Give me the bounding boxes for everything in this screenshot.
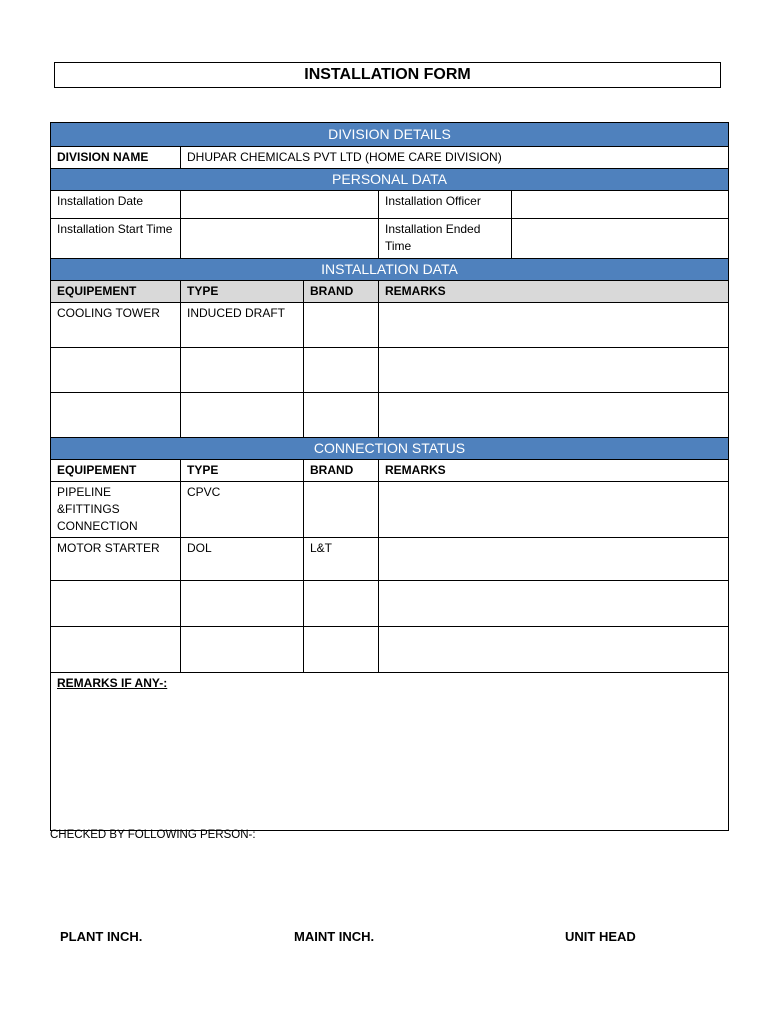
table-row bbox=[51, 348, 729, 393]
installation-date-label: Installation Date bbox=[51, 191, 181, 219]
remarks-row bbox=[51, 673, 729, 831]
installation-ended-time-label: Installation Ended Time bbox=[379, 219, 512, 259]
table-row bbox=[51, 538, 729, 581]
table-row bbox=[51, 303, 729, 348]
division-name-label: DIVISION NAME bbox=[51, 147, 181, 169]
installation-officer-label: Installation Officer bbox=[379, 191, 512, 219]
installation-data-header: INSTALLATION DATA bbox=[51, 259, 729, 281]
remarks-cell[interactable] bbox=[379, 393, 729, 438]
type-cell[interactable] bbox=[181, 348, 304, 393]
signature-maint-inch: MAINT INCH. bbox=[294, 929, 375, 944]
connection-column-header-row bbox=[51, 460, 729, 482]
installation-column-header-row bbox=[51, 281, 729, 303]
column-header-type: TYPE bbox=[181, 281, 304, 303]
personal-data-header-row bbox=[51, 169, 729, 191]
brand-cell[interactable] bbox=[304, 348, 379, 393]
column-header-brand: BRAND bbox=[304, 460, 379, 482]
checked-by-text: CHECKED BY FOLLOWING PERSON-: bbox=[50, 829, 256, 841]
type-cell[interactable] bbox=[181, 393, 304, 438]
column-header-brand: BRAND bbox=[304, 281, 379, 303]
personal-data-header: PERSONAL DATA bbox=[51, 169, 729, 191]
remarks-cell[interactable] bbox=[379, 627, 729, 673]
column-header-remarks: REMARKS bbox=[379, 281, 729, 303]
brand-cell[interactable] bbox=[304, 393, 379, 438]
column-header-equipement: EQUIPEMENT bbox=[51, 460, 181, 482]
remarks-label: REMARKS IF ANY-: bbox=[57, 676, 168, 690]
equipement-cell[interactable] bbox=[51, 393, 181, 438]
remarks-cell[interactable] bbox=[379, 348, 729, 393]
type-cell[interactable]: DOL bbox=[181, 538, 304, 581]
type-cell[interactable]: CPVC bbox=[181, 482, 304, 538]
signature-plant-inch: PLANT INCH. bbox=[60, 929, 143, 944]
column-header-type: TYPE bbox=[181, 460, 304, 482]
table-row bbox=[51, 627, 729, 673]
installation-form-table bbox=[50, 122, 729, 831]
type-cell[interactable] bbox=[181, 581, 304, 627]
installation-start-time-field[interactable] bbox=[181, 219, 379, 259]
equipement-cell[interactable] bbox=[51, 581, 181, 627]
division-details-header-row bbox=[51, 123, 729, 147]
installation-time-row bbox=[51, 219, 729, 259]
connection-status-header-row bbox=[51, 438, 729, 460]
form-title: INSTALLATION FORM bbox=[54, 62, 721, 88]
brand-cell[interactable] bbox=[304, 482, 379, 538]
remarks-cell[interactable] bbox=[379, 303, 729, 348]
signature-unit-head: UNIT HEAD bbox=[565, 929, 636, 944]
installation-date-row bbox=[51, 191, 729, 219]
table-row bbox=[51, 393, 729, 438]
equipement-cell[interactable] bbox=[51, 348, 181, 393]
remarks-cell[interactable] bbox=[379, 482, 729, 538]
installation-start-time-label: Installation Start Time bbox=[51, 219, 181, 259]
brand-cell[interactable]: L&T bbox=[304, 538, 379, 581]
brand-cell[interactable] bbox=[304, 627, 379, 673]
installation-officer-field[interactable] bbox=[512, 191, 729, 219]
installation-data-header-row bbox=[51, 259, 729, 281]
remarks-cell[interactable] bbox=[379, 538, 729, 581]
brand-cell[interactable] bbox=[304, 303, 379, 348]
brand-cell[interactable] bbox=[304, 581, 379, 627]
division-name-row bbox=[51, 147, 729, 169]
column-header-remarks: REMARKS bbox=[379, 460, 729, 482]
division-name-value[interactable]: DHUPAR CHEMICALS PVT LTD (HOME CARE DIVISION) bbox=[181, 147, 729, 169]
connection-status-header: CONNECTION STATUS bbox=[51, 438, 729, 460]
division-details-header: DIVISION DETAILS bbox=[51, 123, 729, 147]
installation-date-field[interactable] bbox=[181, 191, 379, 219]
table-row bbox=[51, 581, 729, 627]
equipement-cell[interactable] bbox=[51, 627, 181, 673]
remarks-area[interactable] bbox=[51, 673, 729, 831]
remarks-cell[interactable] bbox=[379, 581, 729, 627]
column-header-equipement: EQUIPEMENT bbox=[51, 281, 181, 303]
type-cell[interactable] bbox=[181, 627, 304, 673]
equipement-cell[interactable]: MOTOR STARTER bbox=[51, 538, 181, 581]
equipement-cell[interactable]: COOLING TOWER bbox=[51, 303, 181, 348]
type-cell[interactable]: INDUCED DRAFT bbox=[181, 303, 304, 348]
equipement-cell[interactable]: PIPELINE &FITTINGS CONNECTION bbox=[51, 482, 181, 538]
table-row bbox=[51, 482, 729, 538]
installation-ended-time-field[interactable] bbox=[512, 219, 729, 259]
